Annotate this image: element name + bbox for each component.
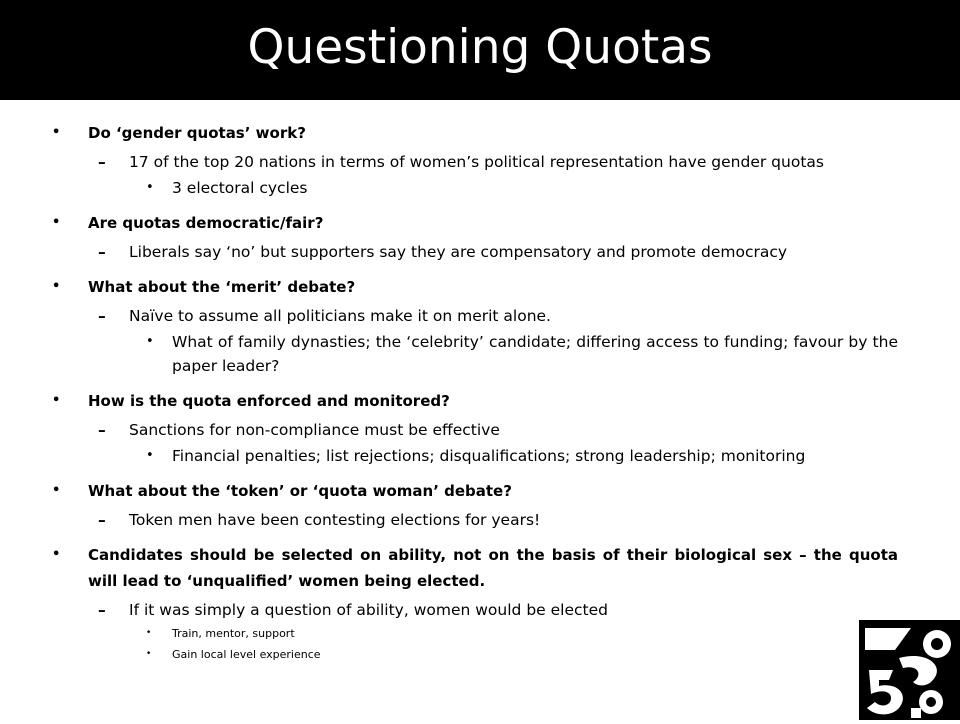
logo-graphic bbox=[859, 620, 960, 720]
bullet-icon: • bbox=[52, 215, 61, 230]
bullet-text: 17 of the top 20 nations in terms of women’s political representation have gender quotas bbox=[129, 153, 824, 171]
sub-sub-bullet-item bbox=[52, 330, 898, 378]
bullet-icon: • bbox=[52, 125, 61, 140]
bullet-text: Token men have been contesting elections for years! bbox=[129, 511, 541, 529]
slide-title: Questioning Quotas bbox=[247, 20, 713, 75]
bullet-icon: • bbox=[52, 547, 61, 562]
sub-sub-bullet-item bbox=[52, 444, 898, 468]
dash-icon: – bbox=[98, 601, 106, 619]
bullet-icon: • bbox=[52, 483, 61, 498]
bullet-item bbox=[52, 388, 898, 414]
title-bar bbox=[0, 0, 960, 100]
sub-bullet-item bbox=[52, 508, 898, 532]
bullet-text: What of family dynasties; the ‘celebrity’ candidate; differing access to funding; favour by the paper leader? bbox=[172, 333, 898, 375]
bullet-icon: • bbox=[146, 448, 154, 463]
sub-bullet-item bbox=[52, 240, 898, 264]
sub-bullet-item bbox=[52, 304, 898, 328]
bullet-text: Gain local level experience bbox=[172, 648, 321, 661]
small-bullet-item bbox=[52, 645, 898, 664]
bullet-text: Naïve to assume all politicians make it on merit alone. bbox=[129, 307, 551, 325]
dash-icon: – bbox=[98, 243, 106, 261]
bullet-text: Do ‘gender quotas’ work? bbox=[88, 124, 306, 142]
bullet-text: How is the quota enforced and monitored? bbox=[88, 392, 450, 410]
bullet-text: If it was simply a question of ability, women would be elected bbox=[129, 601, 608, 619]
bullet-item bbox=[52, 542, 898, 594]
bullet-item bbox=[52, 478, 898, 504]
sub-bullet-item bbox=[52, 150, 898, 174]
bullet-icon: • bbox=[146, 334, 154, 349]
bullet-item bbox=[52, 120, 898, 146]
bullet-text: Financial penalties; list rejections; disqualifications; strong leadership; monitoring bbox=[172, 447, 806, 465]
slide-body bbox=[52, 120, 898, 664]
bullet-text: What about the ‘token’ or ‘quota woman’ debate? bbox=[88, 482, 512, 500]
bullet-icon: • bbox=[52, 279, 61, 294]
bullet-icon: • bbox=[146, 628, 152, 638]
dash-icon: – bbox=[98, 511, 106, 529]
sub-bullet-item bbox=[52, 418, 898, 442]
bullet-icon: • bbox=[52, 393, 61, 408]
dash-icon: – bbox=[98, 153, 106, 171]
sub-bullet-item bbox=[52, 598, 898, 622]
bullet-text: Sanctions for non-compliance must be effective bbox=[129, 421, 500, 439]
bullet-text: Candidates should be selected on ability, not on the basis of their biological sex – the quota will lead to ‘unqualified’ women being elected. bbox=[88, 546, 898, 590]
bullet-text: 3 electoral cycles bbox=[172, 179, 308, 197]
bullet-item bbox=[52, 210, 898, 236]
sub-sub-bullet-item bbox=[52, 176, 898, 200]
5050-logo-icon bbox=[859, 620, 960, 720]
bullet-item bbox=[52, 274, 898, 300]
bullet-text: Train, mentor, support bbox=[172, 627, 295, 640]
small-bullet-item bbox=[52, 624, 898, 643]
bullet-text: Are quotas democratic/fair? bbox=[88, 214, 324, 232]
bullet-text: What about the ‘merit’ debate? bbox=[88, 278, 356, 296]
bullet-text: Liberals say ‘no’ but supporters say they are compensatory and promote democracy bbox=[129, 243, 788, 261]
dash-icon: – bbox=[98, 421, 106, 439]
bullet-icon: • bbox=[146, 180, 154, 195]
bullet-icon: • bbox=[146, 649, 152, 659]
dash-icon: – bbox=[98, 307, 106, 325]
